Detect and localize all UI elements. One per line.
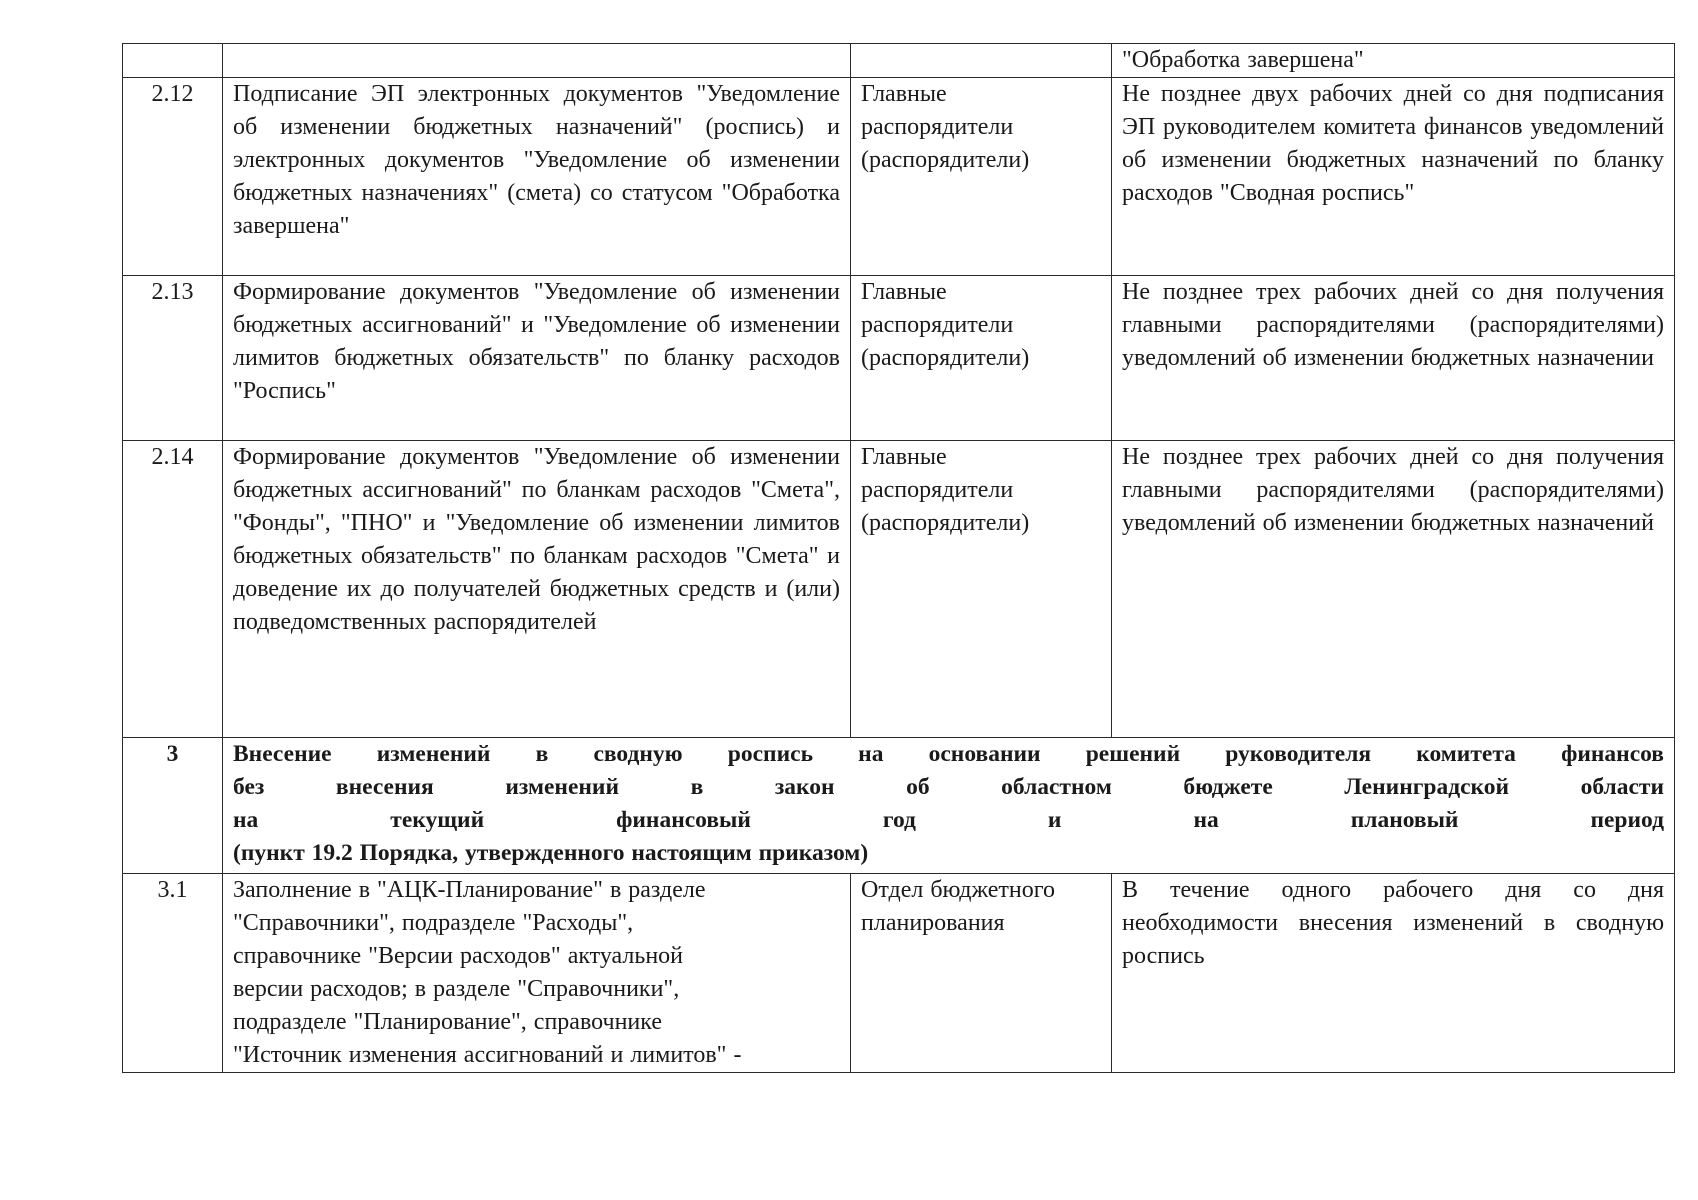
section-title-line: без внесения изменений в закон об областном бюджете Ленинградской области — [233, 774, 1664, 800]
section-number: 3 — [123, 738, 223, 874]
deadline-cell: В течение одного рабочего дня со дня необходимости внесения изменений в сводную роспись — [1112, 874, 1675, 1073]
executor-cell — [851, 44, 1112, 78]
executor-cell: Главные распорядители (распорядители) — [851, 441, 1112, 738]
action-line: "Справочники", подразделе "Расходы", — [233, 910, 634, 936]
action-line: Заполнение в "АЦК-Планирование" в разделе — [233, 877, 706, 903]
row-number: 2.14 — [123, 441, 223, 738]
executor-cell: Главные распорядители (распорядители) — [851, 276, 1112, 441]
section-title-line: на текущий финансовый год и на плановый период — [233, 807, 1664, 833]
action-line: справочнике "Версии расходов" актуальной — [233, 943, 684, 969]
table-row — [123, 441, 1675, 738]
row-number — [123, 44, 223, 78]
deadline-cell: Не позднее трех рабочих дней со дня получения главными распорядителями (распорядителями) уведомлений об изменении бюджетных назначений — [1112, 441, 1675, 738]
table-row — [123, 276, 1675, 441]
row-number: 2.13 — [123, 276, 223, 441]
action-cell: Формирование документов "Уведомление об изменении бюджетных ассигнований" и "Уведомление об изменении лимитов бюджетных обязательств" по бланку расходов "Роспись" — [223, 276, 851, 441]
executor-cell: Главные распорядители (распорядители) — [851, 78, 1112, 276]
table-row — [123, 44, 1675, 78]
section-title — [223, 738, 1675, 874]
section-row — [123, 738, 1675, 874]
action-cell — [223, 874, 851, 1073]
row-number: 3.1 — [123, 874, 223, 1073]
action-line: "Источник изменения ассигнований и лимитов" - — [233, 1042, 742, 1068]
action-cell: Подписание ЭП электронных документов "Уведомление об изменении бюджетных назначений" (роспись) и электронных документов "Уведомление об изменении бюджетных назначениях" (смета) со статусом "Обработка завершена" — [223, 78, 851, 276]
row-number: 2.12 — [123, 78, 223, 276]
deadline-cell: Не позднее двух рабочих дней со дня подписания ЭП руководителем комитета финансов уведомлений об изменении бюджетных назначений по бланку расходов "Сводная роспись" — [1112, 78, 1675, 276]
section-title-line: (пункт 19.2 Порядка, утвержденного настоящим приказом) — [233, 840, 869, 866]
deadline-cell: "Обработка завершена" — [1112, 44, 1675, 78]
action-line: версии расходов; в разделе "Справочники", — [233, 976, 680, 1002]
table-row — [123, 78, 1675, 276]
section-title-line: Внесение изменений в сводную роспись на основании решений руководителя комитета финансов — [233, 741, 1664, 767]
executor-cell: Отдел бюджетного планирования — [851, 874, 1112, 1073]
action-line: подразделе "Планирование", справочнике — [233, 1009, 662, 1035]
action-cell: Формирование документов "Уведомление об изменении бюджетных ассигнований" по бланкам расходов "Смета", "Фонды", "ПНО" и "Уведомление об изменении лимитов бюджетных обязательств" по бланкам расходов "Смета" и доведение их до получателей бюджетных средств и (или) подведомственных распорядителей — [223, 441, 851, 738]
table-row — [123, 874, 1675, 1073]
deadline-cell: Не позднее трех рабочих дней со дня получения главными распорядителями (распорядителями) уведомлений об изменении бюджетных назначении — [1112, 276, 1675, 441]
budget-procedure-table — [122, 43, 1675, 1073]
action-cell — [223, 44, 851, 78]
